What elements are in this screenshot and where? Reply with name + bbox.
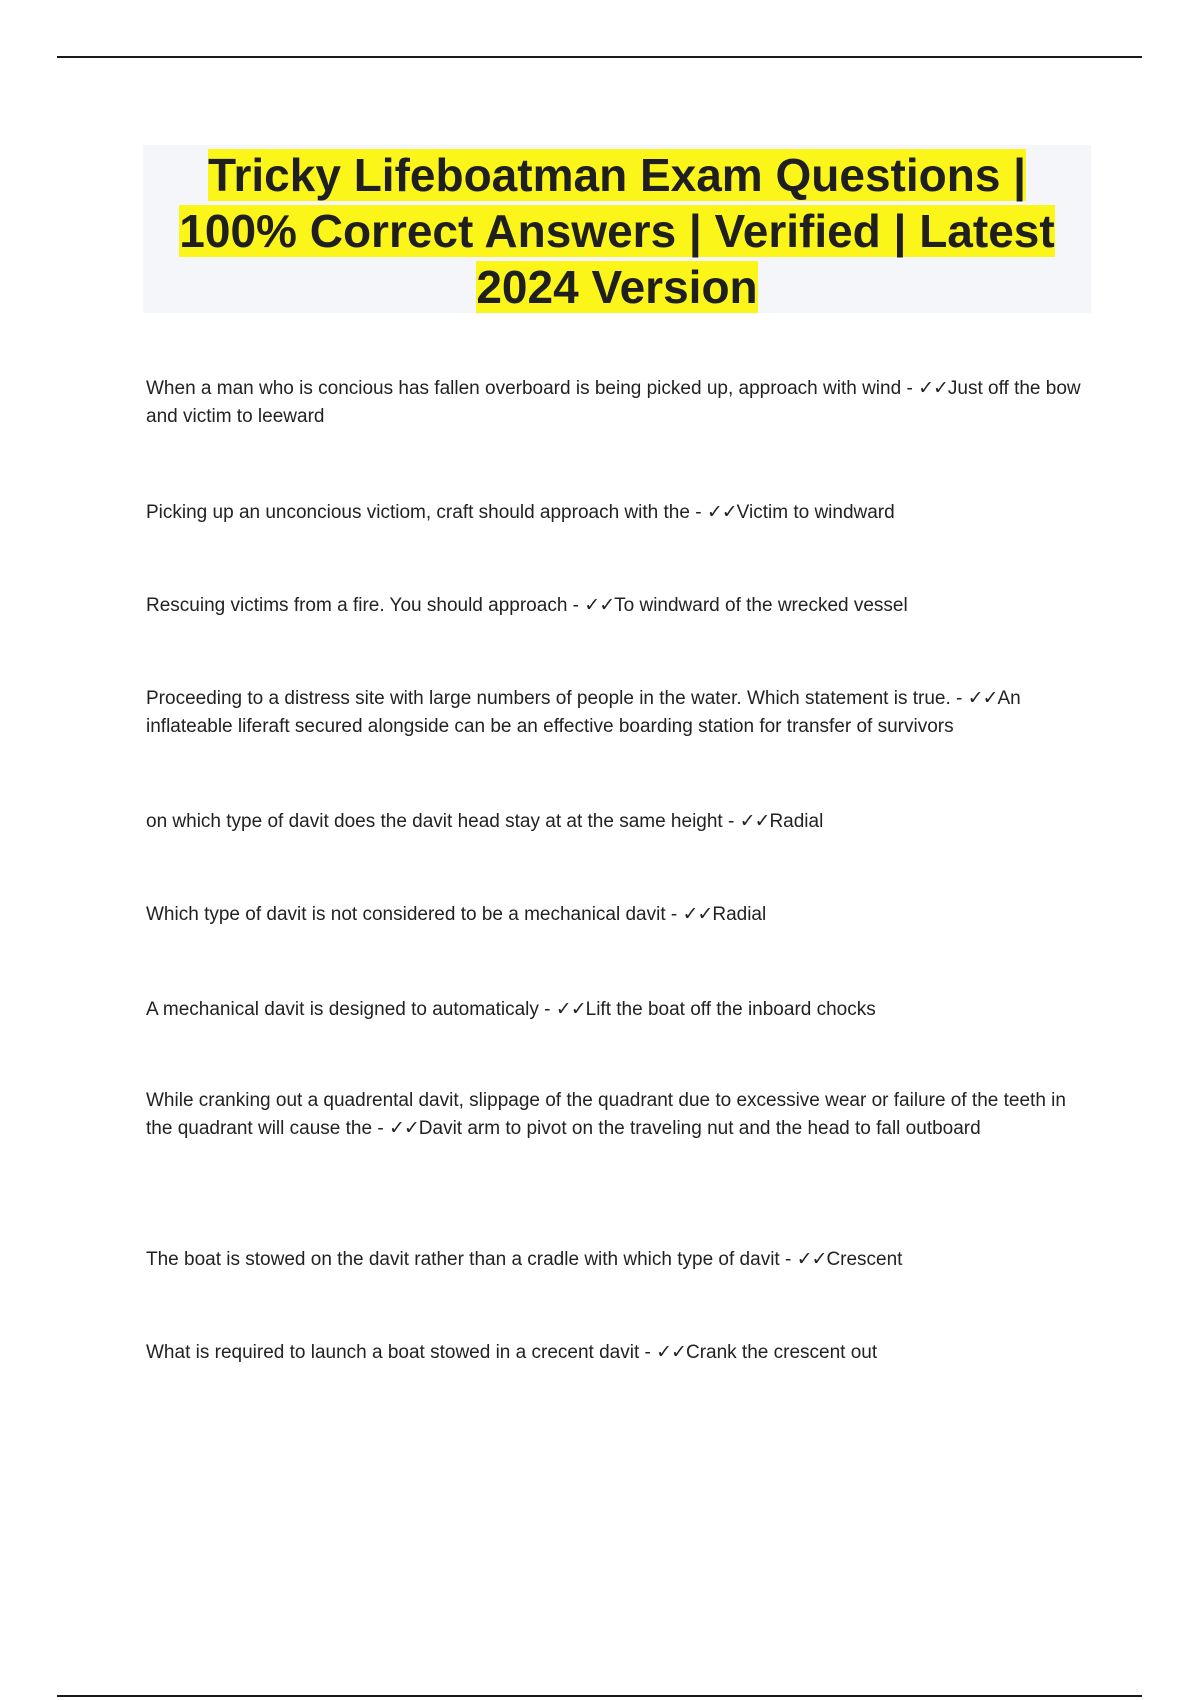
- qa-item: [146, 499, 1096, 527]
- question-text: Picking up an unconcious victiom, craft should approach with the: [146, 502, 690, 523]
- bottom-rule: [57, 1695, 1142, 1697]
- answer-text: Radial: [712, 904, 767, 925]
- answer-text: An inflateable liferaft secured alongside can be an effective boarding station for transfer of survivors: [146, 688, 1021, 737]
- qa-item: [146, 808, 1096, 836]
- separator: -: [538, 999, 556, 1020]
- answer-text: Radial: [769, 811, 824, 832]
- answer-text: Lift the boat off the inboard chocks: [585, 999, 876, 1020]
- answer-text: Davit arm to pivot on the traveling nut and the head to fall outboard: [418, 1118, 981, 1139]
- question-text: on which type of davit does the davit head stay at at the same height: [146, 811, 723, 832]
- qa-item: [146, 901, 1096, 929]
- separator: -: [639, 1342, 657, 1363]
- question-text: Which type of davit is not considered to be a mechanical davit: [146, 904, 666, 925]
- question-text: While cranking out a quadrental davit, slippage of the quadrant due to excessive wear or failure of the teeth in the quadrant will cause the: [146, 1090, 1066, 1139]
- double-check-icon: ✓✓: [682, 904, 713, 925]
- question-text: When a man who is concious has fallen overboard is being picked up, approach with wind: [146, 378, 902, 399]
- separator: -: [901, 378, 919, 399]
- title-banner: [143, 145, 1091, 313]
- double-check-icon: ✓✓: [388, 1118, 419, 1139]
- double-check-icon: ✓✓: [739, 811, 770, 832]
- answer-text: Crank the crescent out: [685, 1342, 878, 1363]
- double-check-icon: ✓✓: [656, 1342, 686, 1363]
- separator: -: [950, 688, 968, 709]
- question-text: A mechanical davit is designed to automaticaly: [146, 999, 539, 1020]
- separator: -: [567, 595, 585, 616]
- separator: -: [722, 811, 740, 832]
- qa-item: [146, 375, 1096, 431]
- qa-item: [146, 592, 1096, 620]
- double-check-icon: ✓✓: [706, 502, 737, 523]
- question-text: Proceeding to a distress site with large numbers of people in the water. Which statement is true.: [146, 688, 951, 709]
- double-check-icon: ✓✓: [555, 999, 586, 1020]
- separator: -: [665, 904, 683, 925]
- separator: -: [779, 1249, 797, 1270]
- qa-item: [146, 1087, 1096, 1143]
- qa-item: [146, 1246, 1096, 1274]
- answer-text: Just off the bow and victim to leeward: [146, 378, 1081, 427]
- double-check-icon: ✓✓: [584, 595, 615, 616]
- document-title: [143, 145, 1091, 315]
- double-check-icon: ✓✓: [796, 1249, 827, 1270]
- double-check-icon: ✓✓: [918, 378, 948, 399]
- separator: -: [372, 1118, 389, 1139]
- qa-item: [146, 685, 1096, 741]
- answer-text: Victim to windward: [736, 502, 895, 523]
- top-rule: [57, 56, 1142, 58]
- qa-item: [146, 996, 1096, 1024]
- question-text: Rescuing victims from a fire. You should approach: [146, 595, 568, 616]
- separator: -: [689, 502, 707, 523]
- double-check-icon: ✓✓: [967, 688, 998, 709]
- question-text: What is required to launch a boat stowed in a crecent davit: [146, 1342, 640, 1363]
- answer-text: Crescent: [826, 1249, 903, 1270]
- question-text: The boat is stowed on the davit rather than a cradle with which type of davit: [146, 1249, 780, 1270]
- title-highlight: Tricky Lifeboatman Exam Questions | 100% Correct Answers | Verified | Latest 2024 Version: [179, 149, 1055, 313]
- qa-item: [146, 1339, 1096, 1367]
- answer-text: To windward of the wrecked vessel: [614, 595, 908, 616]
